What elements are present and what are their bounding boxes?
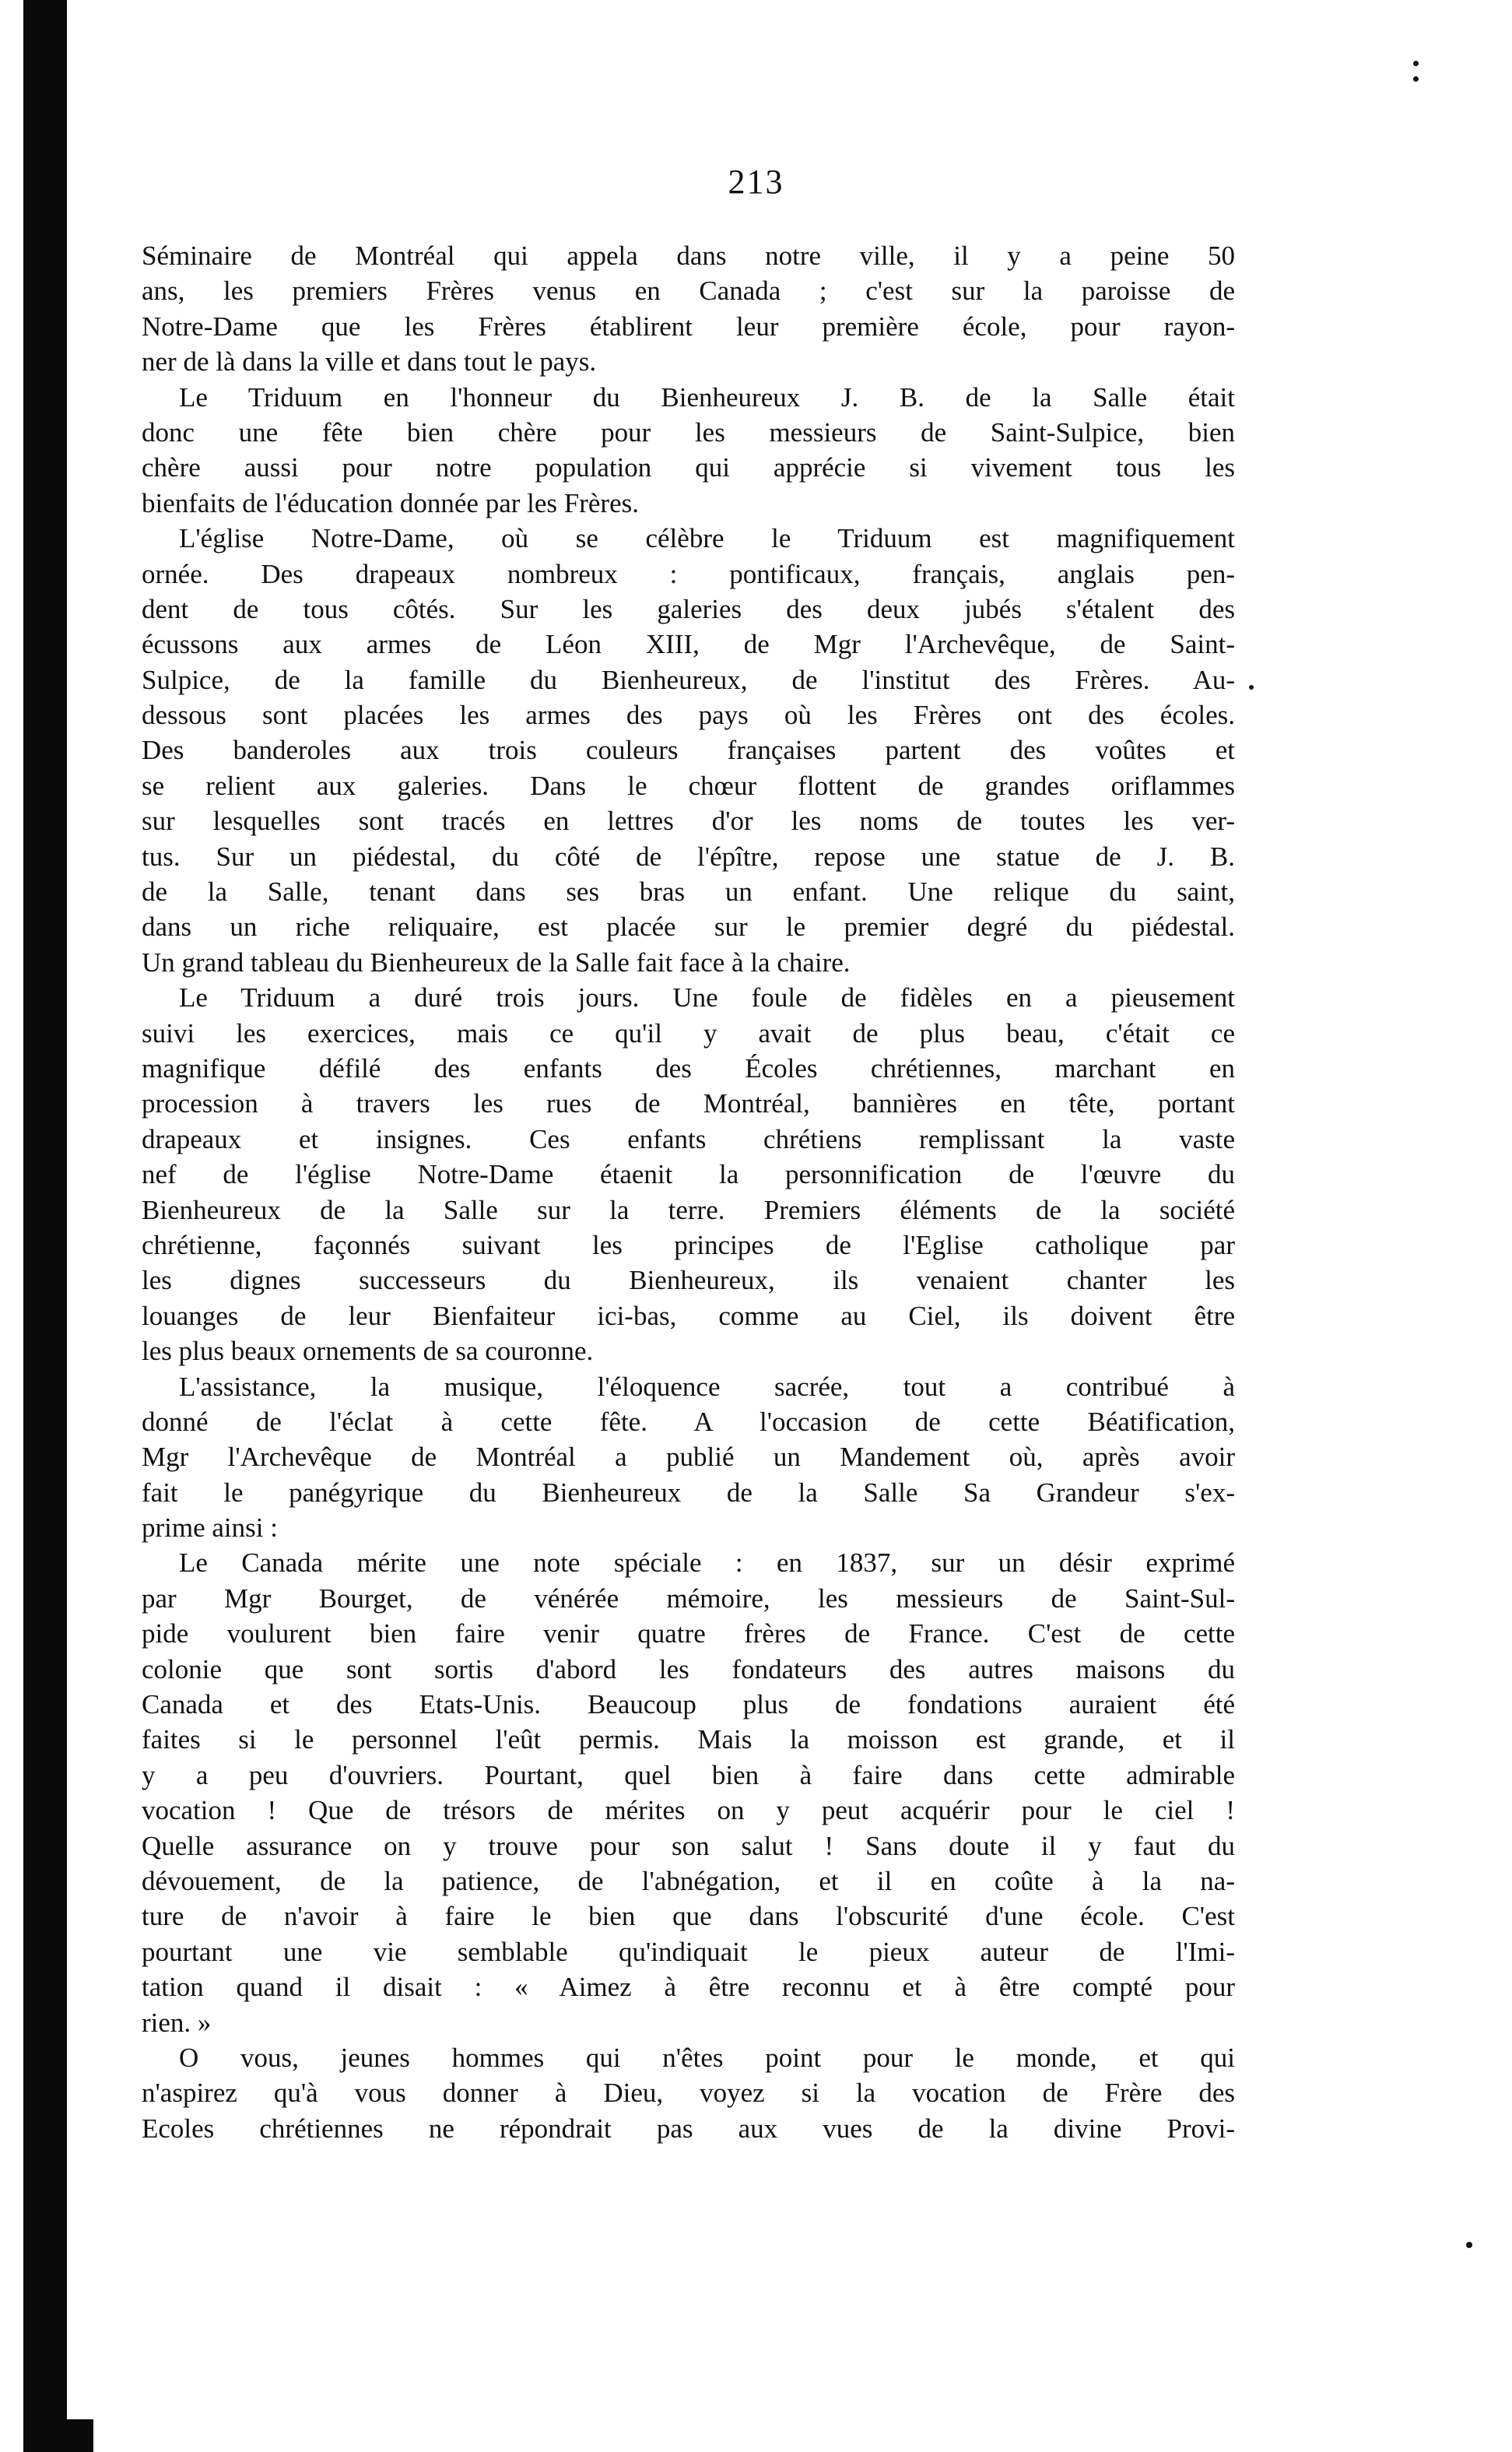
scan-speck-top-right [1413,61,1419,66]
text-line: y a peu d'ouvriers. Pourtant, quel bien à faire dans cette admirable [142,1759,1235,1790]
text-line: O vous, jeunes hommes qui n'êtes point pour le monde, et qui [179,2042,1235,2073]
scan-speck-bottom-right [1466,2242,1472,2248]
book-spine-foot [23,2419,93,2452]
text-line: sur lesquelles sont tracés en lettres d'or les noms de toutes les ver- [142,806,1235,837]
text-line: fait le panégyrique du Bienheureux de la Salle Sa Grandeur s'ex- [142,1477,1235,1508]
text-line: Le Canada mérite une note spéciale : en 1837, sur un désir exprimé [179,1547,1235,1579]
text-line: dent de tous côtés. Sur les galeries des deux jubés s'étalent des [142,593,1235,624]
text-line: magnifique défilé des enfants des Écoles chrétiennes, marchant en [142,1052,1235,1084]
text-line: Bienheureux de la Salle sur la terre. Premiers éléments de la société [142,1194,1235,1225]
text-line: Le Triduum en l'honneur du Bienheureux J. B. de la Salle était [179,381,1235,413]
text-line: prime ainsi : [142,1512,278,1544]
scan-speck-top-right-2 [1413,76,1419,82]
text-line: pourtant une vie semblable qu'indiquait le pieux auteur de l'Imi- [142,1936,1235,1967]
text-line: écussons aux armes de Léon XIII, de Mgr l'Archevêque, de Saint- [142,629,1235,660]
text-line: Séminaire de Montréal qui appela dans notre ville, il y a peine 50 [142,241,1235,271]
text-line: Un grand tableau du Bienheureux de la Salle fait face à la chaire. [142,947,851,978]
text-line: louanges de leur Bienfaiteur ici-bas, comme au Ciel, ils doivent être [142,1300,1235,1331]
text-line: rien. » [142,2007,212,2038]
text-line: Mgr l'Archevêque de Montréal a publié un Mandement où, après avoir [142,1442,1235,1473]
text-line: ornée. Des drapeaux nombreux : pontificaux, français, anglais pen- [142,558,1235,589]
page-number: 213 [728,163,784,201]
text-line: chrétienne, façonnés suivant les principes de l'Eglise catholique par [142,1229,1235,1260]
text-line: chère aussi pour notre population qui apprécie si vivement tous les [142,452,1235,483]
text-line: faites si le personnel l'eût permis. Mais la moisson est grande, et il [142,1724,1235,1755]
text-line: L'assistance, la musique, l'éloquence sacrée, tout a contribué à [179,1371,1235,1402]
text-line: se relient aux galeries. Dans le chœur flottent de grandes oriflammes [142,770,1235,801]
text-line: suivi les exercices, mais ce qu'il y avait de plus beau, c'était ce [142,1017,1235,1049]
text-line: les dignes successeurs du Bienheureux, ils venaient chanter les [142,1265,1235,1296]
body-text [142,238,1235,2146]
text-line: tus. Sur un piédestal, du côté de l'épître, repose une statue de J. B. [142,841,1235,872]
text-line: L'église Notre-Dame, où se célèbre le Triduum est magnifiquement [179,523,1235,554]
text-line: procession à travers les rues de Montréal, bannières en tête, portant [142,1088,1235,1119]
text-line: Le Triduum a duré trois jours. Une foule de fidèles en a pieusement [179,982,1235,1013]
text-line: par Mgr Bourget, de vénérée mémoire, les messieurs de Saint-Sul- [142,1583,1235,1614]
text-line: dévouement, de la patience, de l'abnégation, et il en coûte à la na- [142,1865,1235,1896]
text-line: ner de là dans la ville et dans tout le pays. [142,346,597,378]
text-line: Des banderoles aux trois couleurs françaises partent des voûtes et [142,735,1235,766]
text-line: colonie que sont sortis d'abord les fondateurs des autres maisons du [142,1653,1235,1684]
text-line: les plus beaux ornements de sa couronne. [142,1336,594,1367]
scan-speck-margin-right [1249,685,1254,690]
book-spine-shadow [23,0,67,2452]
text-line: Notre-Dame que les Frères établirent leur première école, pour rayon- [142,311,1235,342]
text-line: Ecoles chrétiennes ne répondrait pas aux vues de la divine Provi- [142,2113,1235,2144]
text-line: nef de l'église Notre-Dame étaenit la personnification de l'œuvre du [142,1159,1235,1190]
text-line: dessous sont placées les armes des pays où les Frères ont des écoles. [142,700,1235,731]
text-line: de la Salle, tenant dans ses bras un enfant. Une relique du saint, [142,876,1235,908]
text-line: Quelle assurance on y trouve pour son salut ! Sans doute il y faut du [142,1830,1235,1861]
text-line: donc une fête bien chère pour les messieurs de Saint-Sulpice, bien [142,416,1235,448]
text-line: donné de l'éclat à cette fête. A l'occasion de cette Béatification, [142,1406,1235,1437]
text-line: tation quand il disait : « Aimez à être reconnu et à être compté pour [142,1972,1235,2003]
text-line: dans un riche reliquaire, est placée sur le premier degré du piédestal. [142,912,1235,943]
text-line: ture de n'avoir à faire le bien que dans l'obscurité d'une école. C'est [142,1901,1235,1932]
text-line: drapeaux et insignes. Ces enfants chrétiens remplissant la vaste [142,1123,1235,1154]
text-line: bienfaits de l'éducation donnée par les Frères. [142,487,639,518]
text-line: pide voulurent bien faire venir quatre frères de France. C'est de cette [142,1618,1235,1649]
text-line: ans, les premiers Frères venus en Canada ; c'est sur la paroisse de [142,276,1235,307]
text-line: Sulpice, de la famille du Bienheureux, de l'institut des Frères. Au- [142,664,1235,695]
text-line: vocation ! Que de trésors de mérites on y peut acquérir pour le ciel ! [142,1795,1235,1826]
text-line: n'aspirez qu'à vous donner à Dieu, voyez si la vocation de Frère des [142,2078,1235,2109]
text-line: Canada et des Etats-Unis. Beaucoup plus de fondations auraient été [142,1689,1235,1720]
